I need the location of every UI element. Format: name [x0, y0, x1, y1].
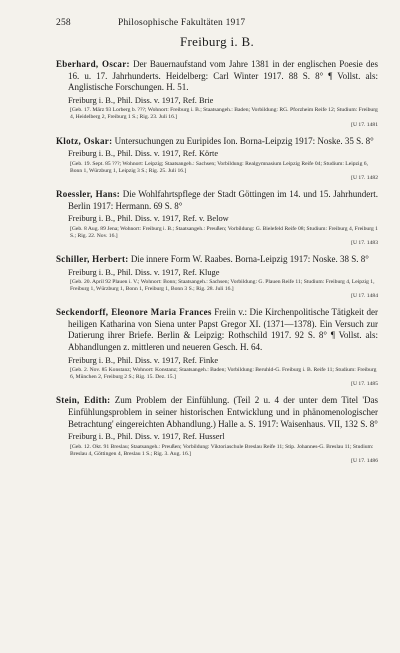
- entry-reference-number: [U 17. 1485: [351, 381, 378, 388]
- entry-biographical-notes: [Geb. 2. Nov. 85 Konstanz; Wohnort: Konstanz; Staatsangeh.: Baden; Vorbildung: Beruhld-G. Freiburg i. B. Reife 11; Studium: Freiburg 6, München 2, Freiburg 2 S.; Rig. 15. Dez. 15.]: [70, 367, 377, 381]
- entry-reference-number: [U 17. 1482: [351, 174, 378, 181]
- entry-author: Eberhard, Oscar:: [56, 59, 130, 69]
- entry-citation: [56, 59, 378, 94]
- entry-degree-line: Freiburg i. B., Phil. Diss. v. 1917, Ref. Brie: [68, 95, 214, 105]
- dissertation-entry: [56, 307, 378, 388]
- entry-citation: [56, 395, 378, 430]
- entry-biographical-notes: [Geb. 8 Aug. 89 Jena; Wohnort: Freiburg i. B.; Staatsangeh.: Preußen; Vorbildung: G. Bielefeld Reife 08; Studium: Freiburg 4, Freiburg 1 S.; Rig. 22. Nov. 16.]: [70, 225, 378, 239]
- entry-degree-line: Freiburg i. B., Phil. Diss. v. 1917, Ref. Kluge: [68, 267, 220, 277]
- dissertation-entry: [56, 59, 378, 129]
- entry-author: Schiller, Herbert:: [56, 253, 129, 264]
- entry-title-text: Die Wohlfahrtspflege der Stadt Göttingen im 14. und 15. Jahrhundert. Berlin 1917: Hermann. 69 S. 8°: [68, 188, 379, 211]
- entries-list: [56, 59, 378, 465]
- dissertation-entry: [56, 395, 378, 465]
- entry-author: Klotz, Oskar:: [56, 135, 113, 146]
- entry-author: Seckendorff, Eleonore Maria Frances: [56, 307, 212, 318]
- entry-biographical-notes: [Geb. 20. April 92 Plauen i. V.; Wohnort: Bonn; Staatsangeh.: Sachsen; Vorbildung: G. Plauen Reife 11; Studium: Freiburg 4, Leipzig 1, Freiburg 1, Würzburg 1, Bonn 1, Freiburg 1, Bonn 3 S.; Rig. 28. Juli 16.]: [70, 279, 375, 293]
- entry-biographical-notes: [Geb. 17. März 93 Lorberg b. ???; Wohnort: Freiburg i. B.; Staatsangeh.: Baden; Vorbildung: RG. Pforzheim Reife 12; Studium: Freiburg 4, Heidelberg 2, Freiburg 1 S.; Rig. 23. Juli 16.]: [70, 107, 378, 121]
- entry-title-text: Der Bauernaufstand vom Jahre 1381 in der englischen Poesie des 16. u. 17. Jahrhunderts. Heidelberg: Carl Winter 1917. 88 S. 8° ¶ Vollst. als: Anglistische Forschungen. H. 51.: [68, 59, 379, 93]
- running-title: Philosophische Fakultäten 1917: [118, 18, 246, 28]
- entry-reference-number: [U 17. 1481: [351, 121, 378, 128]
- dissertation-entry: [56, 254, 378, 300]
- entry-degree-line: Freiburg i. B., Phil. Diss. v. 1917, Ref. v. Below: [68, 214, 229, 224]
- entry-title-text: Zum Problem der Einfühlung. (Teil 2 u. 4 der unter dem Titel 'Das Einfühlungsproblem in seiner historischen Entwicklung und in phänomenologischer Betrachtung' eingereichten Abhandlung.) Halle a. S. 1917: Waisenhaus. VII, 132 S. 8°: [68, 395, 378, 429]
- entry-citation: [56, 189, 378, 212]
- entry-title-text: Die innere Form W. Raabes. Borna-Leipzig 1917: Noske. 38 S. 8°: [130, 253, 369, 264]
- entry-reference-number: [U 17. 1483: [351, 239, 378, 246]
- entry-biographical-notes: [Geb. 12. Okt. 91 Breslau; Staatsangeh.: Preußen; Vorbildung: Viktoriaschule Breslau Reife 11; Stip. Johannes-G. Breslau 11; Studium: Breslau 4, Göttingen 4, Breslau 1 S.; Rig. 3. Aug. 16.]: [70, 443, 374, 457]
- entry-title-text: Freiin v.: Die Kirchenpolitische Tätigkeit der heiligen Katharina von Siena unter Papst Gregor XI. (1371—1378). Ein Versuch zur Datierung ihrer Briefe. Berlin & Leipzig: Rothschild 1917. 92 S. 8° ¶ Vollst. als: Abhandlungen z. mittleren und neueren Gesch. H. 64.: [68, 307, 378, 353]
- entry-degree-line: Freiburg i. B., Phil. Diss. v. 1917, Ref. Körte: [68, 149, 219, 159]
- entry-author: Stein, Edith:: [56, 395, 111, 406]
- entry-citation: [56, 307, 378, 353]
- entry-author: Roessler, Hans:: [56, 188, 121, 199]
- entry-degree-line: Freiburg i. B., Phil. Diss. v. 1917, Ref. Husserl: [68, 432, 225, 442]
- entry-title-text: Untersuchungen zu Euripides Ion. Borna-Leipzig 1917: Noske. 35 S. 8°: [114, 135, 374, 146]
- entry-reference-number: [U 17. 1484: [351, 293, 378, 300]
- entry-degree-line: Freiburg i. B., Phil. Diss. v. 1917, Ref. Finke: [68, 355, 219, 365]
- dissertation-entry: [56, 189, 378, 247]
- entry-citation: [56, 136, 378, 148]
- page-number: 258: [56, 18, 71, 28]
- entry-citation: [56, 254, 378, 266]
- entry-biographical-notes: [Geb. 19. Sept. 85 ???; Wohnort: Leipzig; Staatsangeh.: Sachsen; Vorbildung: Realgymnasium Leipzig Reife 04; Studium: Leipzig 6, Bonn 1, Würzburg 1, Leipzig 3 S.; Rig. 25. Juli 16.]: [70, 160, 368, 174]
- dissertation-entry: [56, 136, 378, 182]
- running-header: [56, 18, 378, 28]
- entry-reference-number: [U 17. 1486: [351, 458, 378, 464]
- section-title: Freiburg i. B.: [179, 34, 255, 49]
